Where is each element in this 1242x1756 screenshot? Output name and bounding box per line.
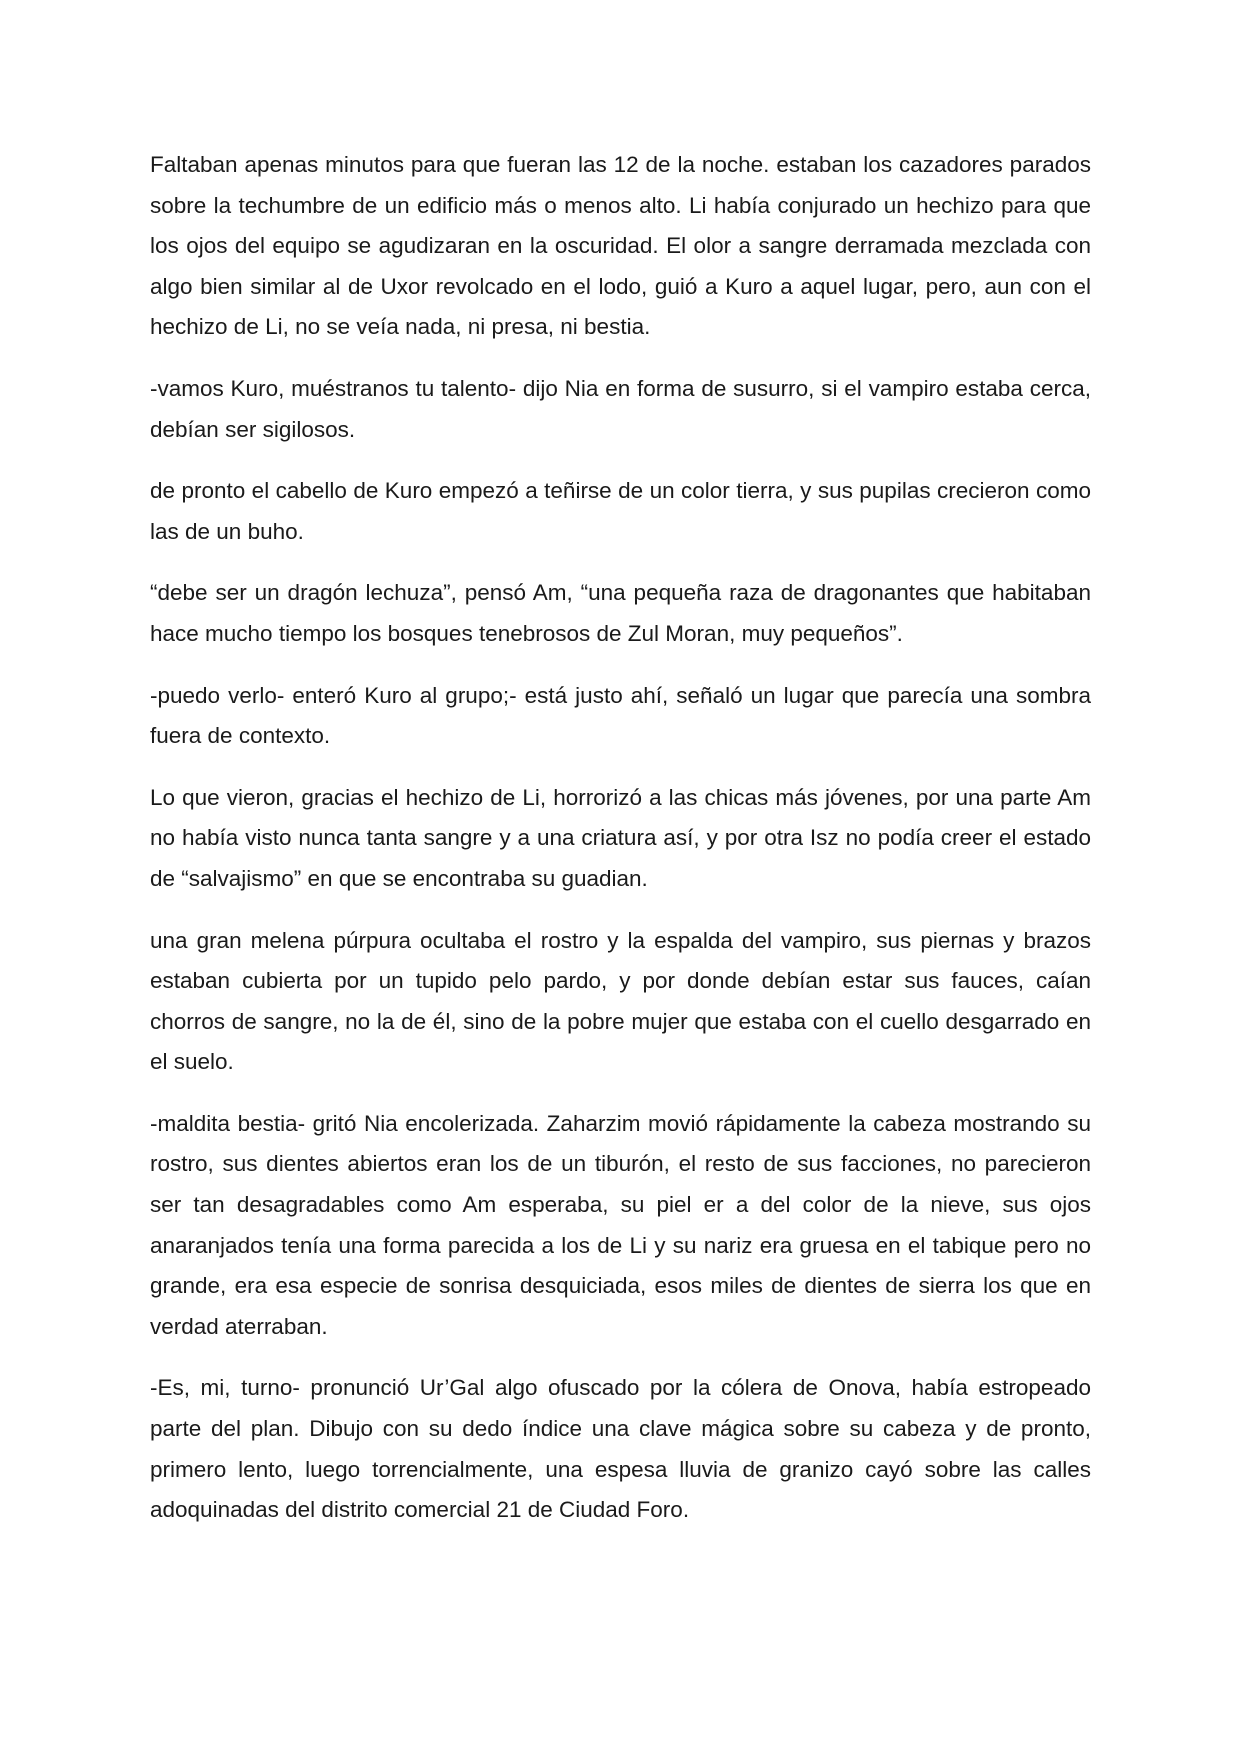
paragraph-3: de pronto el cabello de Kuro empezó a teñirse de un color tierra, y sus pupilas crecieron como las de un buho.	[150, 478, 1091, 544]
paragraph-4: “debe ser un dragón lechuza”, pensó Am, “una pequeña raza de dragonantes que habitaban hace mucho tiempo los bosques tenebrosos de Zul Moran, muy pequeños”.	[150, 580, 1091, 646]
document-page	[150, 145, 1091, 1552]
paragraph-6: Lo que vieron, gracias el hechizo de Li, horrorizó a las chicas más jóvenes, por una parte Am no había visto nunca tanta sangre y a una criatura así, y por otra Isz no podía creer el estado de “salvajismo” en que se encontraba su guadian.	[150, 784, 1091, 891]
paragraph-8: -maldita bestia- gritó Nia encolerizada. Zaharzim movió rápidamente la cabeza mostrando su rostro, sus dientes abiertos eran los de un tiburón, el resto de sus facciones, no parecieron ser tan desagradables como Am esperaba, su piel er a del color de la nieve, sus ojos anaranjados tenía una forma parecida a los de Li y su nariz era gruesa en el tabique pero no grande, era esa especie de sonrisa desquiciada, esos miles de dientes de sierra los que en verdad aterraban.	[150, 1110, 1091, 1339]
paragraph-5: -puedo verlo- enteró Kuro al grupo;- está justo ahí, señaló un lugar que parecía una sombra fuera de contexto.	[150, 682, 1091, 749]
paragraph-7: una gran melena púrpura ocultaba el rostro y la espalda del vampiro, sus piernas y brazos estaban cubierta por un tupido pelo pardo, y por donde debían estar sus fauces, caían chorros de sangre, no la de él, sino de la pobre mujer que estaba con el cuello desgarrado en el suelo.	[150, 927, 1091, 1075]
paragraph-1: Faltaban apenas minutos para que fueran las 12 de la noche. estaban los cazadores parados sobre la techumbre de un edificio más o menos alto. Li había conjurado un hechizo para que los ojos del equipo se agudizaran en la oscuridad. El olor a sangre derramada mezclada con algo bien similar al de Uxor revolcado en el lodo, guió a Kuro a aquel lugar, pero, aun con el hechizo de Li, no se veía nada, ni presa, ni bestia.	[150, 152, 1091, 340]
paragraph-2: -vamos Kuro, muéstranos tu talento- dijo Nia en forma de susurro, si el vampiro estaba cerca, debían ser sigilosos.	[150, 375, 1091, 442]
paragraph-9: -Es, mi, turno- pronunció Ur’Gal algo ofuscado por la cólera de Onova, había estropeado parte del plan. Dibujo con su dedo índice una clave mágica sobre su cabeza y de pronto, primero lento, luego torrencialmente, una espesa lluvia de granizo cayó sobre las calles adoquinadas del distrito comercial 21 de Ciudad Foro.	[150, 1375, 1091, 1523]
